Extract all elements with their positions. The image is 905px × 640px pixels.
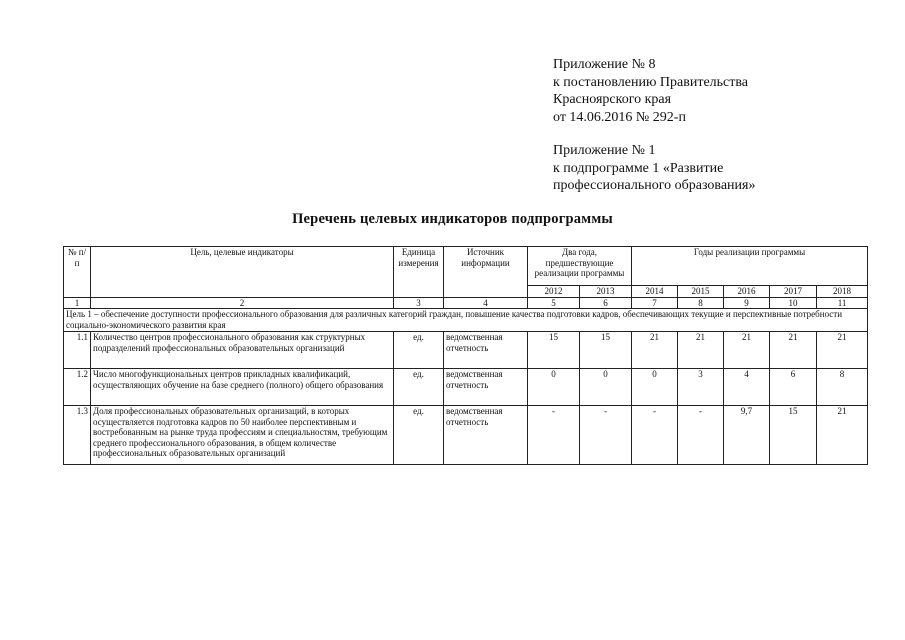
indicator-unit: ед. [394, 332, 444, 369]
table-row [64, 406, 868, 465]
indicator-name: Доля профессиональных образовательных организаций, в которых осуществляется подготовка кадров по 50 наиболее перспективным и востребованным на рынке труда профессиям и специальностям, требующим среднего профессионального образования, в общем количестве профессиональных образовательных организаций [91, 406, 394, 465]
value-cell: - [580, 406, 632, 465]
value-cell: 4 [724, 369, 770, 406]
value-cell: 15 [580, 332, 632, 369]
row-number: 1.2 [64, 369, 91, 406]
column-number: 3 [394, 297, 444, 309]
value-cell: 9,7 [724, 406, 770, 465]
indicators-table [63, 246, 868, 465]
value-cell: 21 [817, 406, 868, 465]
column-number: 2 [91, 297, 394, 309]
value-cell: 15 [770, 406, 817, 465]
value-cell: 6 [770, 369, 817, 406]
goal-row [64, 309, 868, 332]
appendix-1-line: к подпрограмме 1 «Развитие [553, 160, 724, 176]
header-unit: Единица измерения [394, 247, 444, 298]
value-cell: 21 [817, 332, 868, 369]
header-program-years: Годы реализации программы [632, 247, 868, 286]
value-cell: 15 [528, 332, 580, 369]
appendix-8-line: к постановлению Правительства [553, 74, 749, 90]
header-prev-years: Два года, предшествующие реализации программы [528, 247, 632, 286]
column-number: 9 [724, 297, 770, 309]
value-cell: 3 [678, 369, 724, 406]
indicator-source: ведомственная отчетность [444, 332, 528, 369]
appendix-8-line: от 14.06.2016 № 292-п [553, 109, 686, 125]
header-no: № п/п [64, 247, 91, 298]
row-number: 1.3 [64, 406, 91, 465]
column-number-row [64, 297, 868, 309]
appendix-8-block [553, 56, 748, 126]
value-cell: - [632, 406, 678, 465]
value-cell: 21 [632, 332, 678, 369]
column-number: 4 [444, 297, 528, 309]
value-cell: 0 [632, 369, 678, 406]
year-cell: 2018 [817, 286, 868, 298]
year-cell: 2012 [528, 286, 580, 298]
indicator-name: Число многофункциональных центров прикладных квалификаций, осуществляющих обучение на базе среднего (полного) общего образования [91, 369, 394, 406]
column-number: 6 [580, 297, 632, 309]
column-number: 11 [817, 297, 868, 309]
year-cell: 2013 [580, 286, 632, 298]
goal-text: Цель 1 – обеспечение доступности профессионального образования для различных категорий граждан, повышение качества подготовки кадров, обеспечивающих текущие и перспективные потребности социально-экономического развития края [64, 309, 868, 332]
appendix-1-line: Приложение № 1 [553, 143, 656, 158]
header-source: Источник информации [444, 247, 528, 298]
value-cell: 0 [580, 369, 632, 406]
indicator-unit: ед. [394, 369, 444, 406]
value-cell: 21 [724, 332, 770, 369]
year-cell: 2017 [770, 286, 817, 298]
year-cell: 2014 [632, 286, 678, 298]
appendix-1-line: профессионального образования» [553, 178, 756, 193]
indicator-source: ведомственная отчетность [444, 406, 528, 465]
column-number: 10 [770, 297, 817, 309]
indicator-name: Количество центров профессионального образования как структурных подразделений профессиональных образовательных организаций [91, 332, 394, 369]
column-number: 1 [64, 297, 91, 309]
value-cell: 21 [770, 332, 817, 369]
value-cell: - [678, 406, 724, 465]
indicator-unit: ед. [394, 406, 444, 465]
year-cell: 2016 [724, 286, 770, 298]
value-cell: 8 [817, 369, 868, 406]
appendix-8-line: Приложение № 8 [553, 57, 656, 72]
table-row [64, 332, 868, 369]
column-number: 5 [528, 297, 580, 309]
appendix-8-line: Красноярского края [553, 92, 672, 107]
year-cell: 2015 [678, 286, 724, 298]
header-indicator: Цель, целевые индикаторы [91, 247, 394, 298]
column-number: 8 [678, 297, 724, 309]
value-cell: - [528, 406, 580, 465]
appendix-1-block [553, 142, 755, 195]
column-number: 7 [632, 297, 678, 309]
row-number: 1.1 [64, 332, 91, 369]
indicator-source: ведомственная отчетность [444, 369, 528, 406]
table-row [64, 369, 868, 406]
document-title: Перечень целевых индикаторов подпрограммы [292, 211, 613, 227]
value-cell: 21 [678, 332, 724, 369]
value-cell: 0 [528, 369, 580, 406]
table-header-row [64, 247, 868, 286]
